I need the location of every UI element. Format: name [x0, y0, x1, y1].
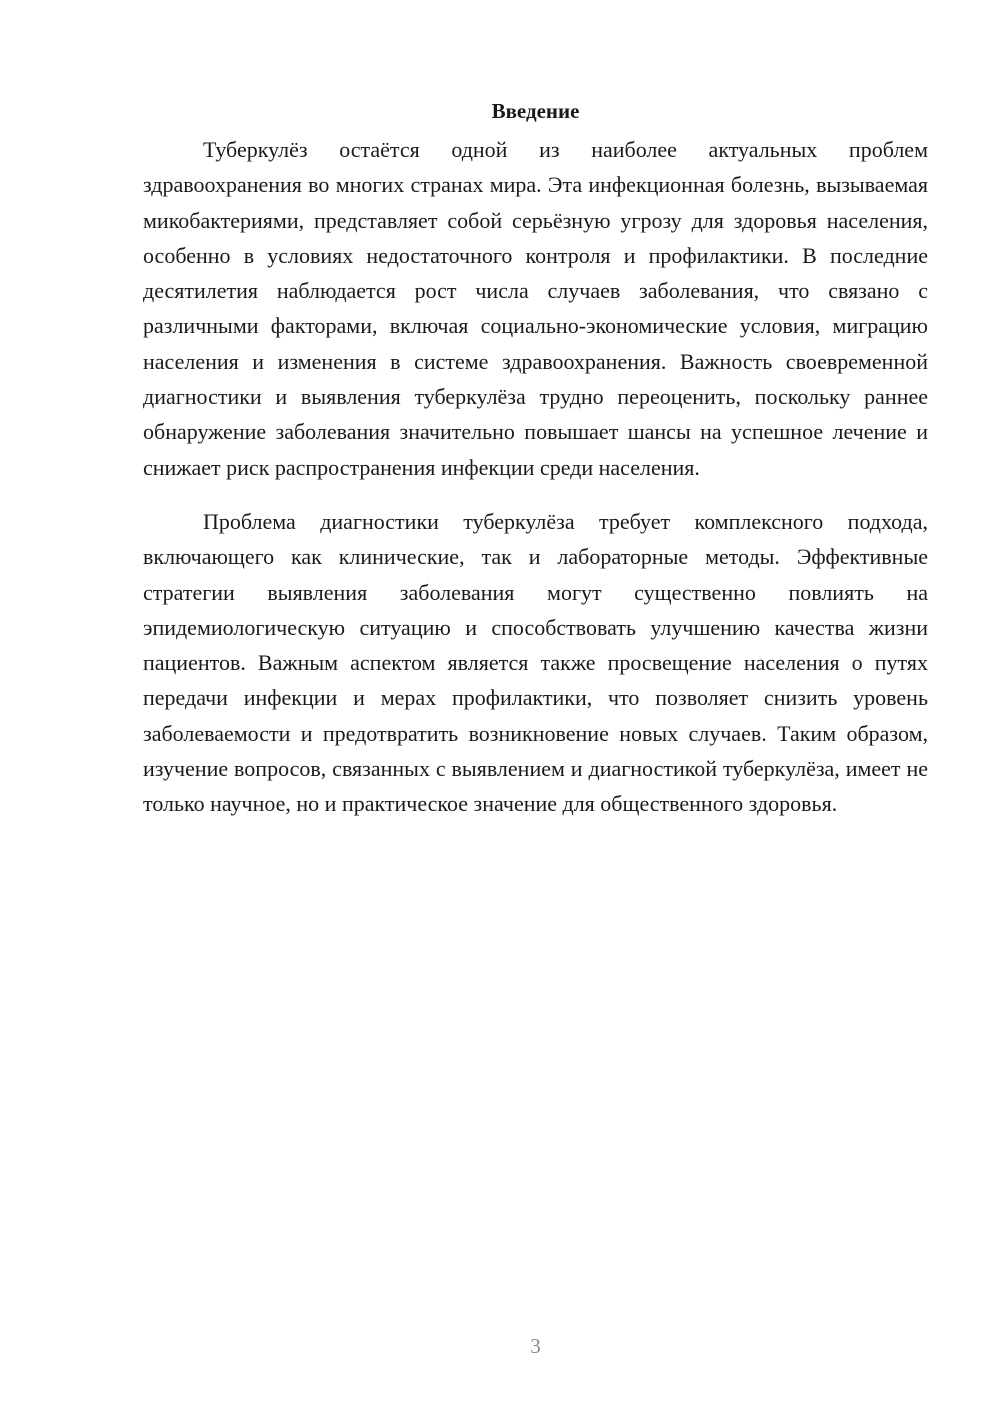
- section-heading: Введение: [491, 99, 580, 123]
- paragraph-1: Туберкулёз остаётся одной из наиболее актуальных проблем здравоохранения во многих странах мира. Эта инфекционная болезнь, вызываемая микобактериями, представляет собой серьёзную угрозу для здоровья населения, особенно в условиях недостаточного контроля и профилактики. В последние десятилетия наблюдается рост числа случаев заболевания, что связано с различными факторами, включая социально-экономические условия, миграцию населения и изменения в системе здравоохранения. Важность своевременной диагностики и выявления туберкулёза трудно переоценить, поскольку раннее обнаружение заболевания значительно повышает шансы на успешное лечение и снижает риск распространения инфекции среди населения.: [143, 137, 928, 480]
- page-number: 3: [530, 1334, 541, 1358]
- page-body: [143, 96, 928, 822]
- paragraph-2: Проблема диагностики туберкулёза требует комплексного подхода, включающего как клинические, так и лабораторные методы. Эффективные стратегии выявления заболевания могут существенно повлиять на эпидемиологическую ситуацию и способствовать улучшению качества жизни пациентов. Важным аспектом является также просвещение населения о путях передачи инфекции и мерах профилактики, что позволяет снизить уровень заболеваемости и предотвратить возникновение новых случаев. Таким образом, изучение вопросов, связанных с выявлением и диагностикой туберкулёза, имеет не только научное, но и практическое значение для общественного здоровья.: [143, 508, 928, 817]
